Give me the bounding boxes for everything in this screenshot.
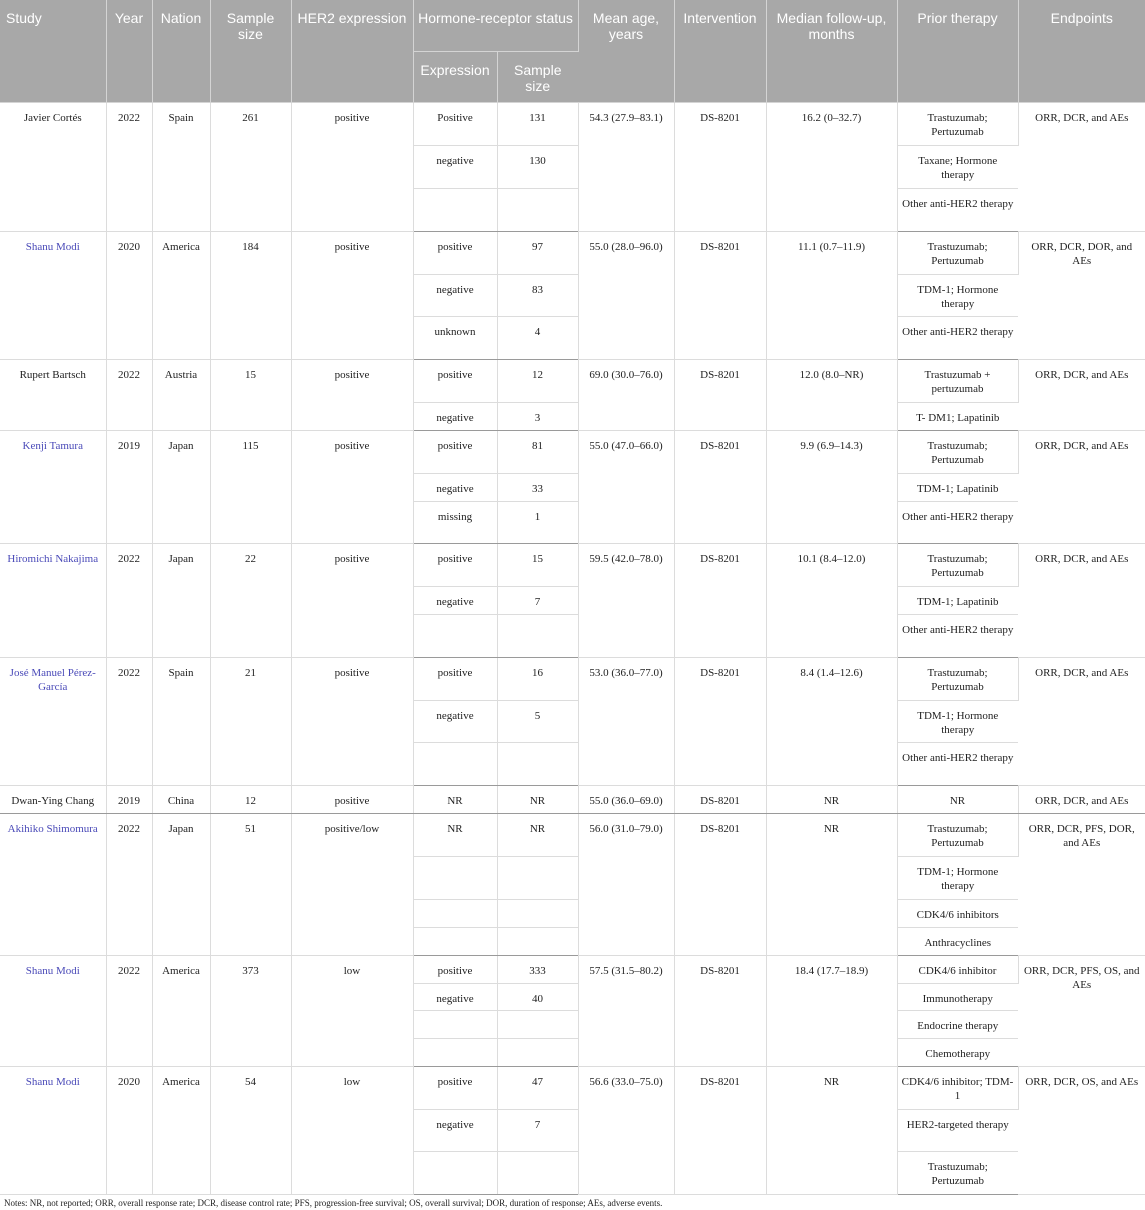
mean-age-cell: 55.0 (47.0–66.0)	[578, 430, 674, 543]
hr-expression-cell: negative	[413, 473, 497, 501]
mean-age-cell: 53.0 (36.0–77.0)	[578, 657, 674, 785]
table-row	[0, 785, 1145, 813]
study-name: Shanu Modi	[0, 1066, 106, 1194]
year-cell: 2020	[106, 231, 152, 359]
mean-age-cell: 54.3 (27.9–83.1)	[578, 102, 674, 231]
hr-expression-cell: negative	[413, 700, 497, 742]
hr-sample-size-cell: 1	[497, 501, 578, 543]
follow-up-cell: NR	[766, 813, 897, 955]
table-row	[0, 430, 1145, 473]
intervention-cell: DS-8201	[674, 430, 766, 543]
follow-up-cell: 16.2 (0–32.7)	[766, 102, 897, 231]
hr-expression-cell	[413, 856, 497, 899]
header-hormone-receptor-status: Hormone-receptor status	[413, 0, 578, 51]
study-name: Kenji Tamura	[0, 430, 106, 543]
sample-size-cell: 115	[210, 430, 291, 543]
endpoints-cell: ORR, DCR, and AEs	[1018, 102, 1145, 231]
endpoints-cell: ORR, DCR, and AEs	[1018, 657, 1145, 785]
her2-expression-cell: positive	[291, 430, 413, 543]
header-nation: Nation	[152, 0, 210, 102]
her2-expression-cell: positive	[291, 359, 413, 430]
intervention-cell: DS-8201	[674, 102, 766, 231]
prior-therapy-cell: Trastuzumab; Pertuzumab	[897, 1151, 1018, 1194]
nation-cell: Japan	[152, 430, 210, 543]
mean-age-cell: 55.0 (36.0–69.0)	[578, 785, 674, 813]
year-cell: 2022	[106, 657, 152, 785]
prior-therapy-cell: Trastuzumab; Pertuzumab	[897, 813, 1018, 856]
hr-sample-size-cell: 131	[497, 102, 578, 145]
header-hr-sample-size: Sample size	[497, 51, 578, 102]
year-cell: 2022	[106, 813, 152, 955]
year-cell: 2022	[106, 955, 152, 1066]
nation-cell: Japan	[152, 543, 210, 657]
hr-expression-cell: NR	[413, 785, 497, 813]
nation-cell: Japan	[152, 813, 210, 955]
prior-therapy-cell: Anthracyclines	[897, 927, 1018, 955]
header-her2-expression: HER2 expression	[291, 0, 413, 102]
her2-expression-cell: positive/low	[291, 813, 413, 955]
hr-sample-size-cell: 7	[497, 1109, 578, 1151]
hr-expression-cell	[413, 188, 497, 231]
table-row	[0, 813, 1145, 856]
prior-therapy-cell: NR	[897, 785, 1018, 813]
sample-size-cell: 261	[210, 102, 291, 231]
follow-up-cell: 11.1 (0.7–11.9)	[766, 231, 897, 359]
hr-expression-cell	[413, 899, 497, 927]
header-year: Year	[106, 0, 152, 102]
hr-expression-cell: Positive	[413, 102, 497, 145]
study-name: José Manuel Pérez-García	[0, 657, 106, 785]
nation-cell: Spain	[152, 657, 210, 785]
header-intervention: Intervention	[674, 0, 766, 102]
prior-therapy-cell: Trastuzumab; Pertuzumab	[897, 231, 1018, 274]
prior-therapy-cell: Trastuzumab; Pertuzumab	[897, 543, 1018, 586]
hr-sample-size-cell: 16	[497, 657, 578, 700]
header-expression: Expression	[413, 51, 497, 102]
her2-expression-cell: low	[291, 955, 413, 1066]
prior-therapy-cell: Other anti-HER2 therapy	[897, 614, 1018, 657]
sample-size-cell: 12	[210, 785, 291, 813]
nation-cell: China	[152, 785, 210, 813]
table-body	[0, 102, 1145, 1194]
prior-therapy-cell: CDK4/6 inhibitors	[897, 899, 1018, 927]
endpoints-cell: ORR, DCR, and AEs	[1018, 785, 1145, 813]
prior-therapy-cell: Other anti-HER2 therapy	[897, 316, 1018, 359]
hr-sample-size-cell: 7	[497, 586, 578, 614]
header-prior-therapy: Prior therapy	[897, 0, 1018, 102]
her2-expression-cell: positive	[291, 785, 413, 813]
hr-sample-size-cell	[497, 856, 578, 899]
prior-therapy-cell: Other anti-HER2 therapy	[897, 188, 1018, 231]
intervention-cell: DS-8201	[674, 231, 766, 359]
study-name: Hiromichi Nakajima	[0, 543, 106, 657]
prior-therapy-cell: Endocrine therapy	[897, 1010, 1018, 1038]
hr-sample-size-cell: 97	[497, 231, 578, 274]
intervention-cell: DS-8201	[674, 359, 766, 430]
hr-sample-size-cell	[497, 1038, 578, 1066]
hr-sample-size-cell: 33	[497, 473, 578, 501]
endpoints-cell: ORR, DCR, PFS, OS, and AEs	[1018, 955, 1145, 1066]
hr-expression-cell: unknown	[413, 316, 497, 359]
prior-therapy-cell: Trastuzumab + pertuzumab	[897, 359, 1018, 402]
nation-cell: Spain	[152, 102, 210, 231]
hr-expression-cell: negative	[413, 983, 497, 1010]
mean-age-cell: 56.6 (33.0–75.0)	[578, 1066, 674, 1194]
prior-therapy-cell: TDM-1; Lapatinib	[897, 473, 1018, 501]
prior-therapy-cell: Other anti-HER2 therapy	[897, 742, 1018, 785]
nation-cell: Austria	[152, 359, 210, 430]
mean-age-cell: 69.0 (30.0–76.0)	[578, 359, 674, 430]
endpoints-cell: ORR, DCR, and AEs	[1018, 543, 1145, 657]
prior-therapy-cell: TDM-1; Hormone therapy	[897, 856, 1018, 899]
mean-age-cell: 59.5 (42.0–78.0)	[578, 543, 674, 657]
sample-size-cell: 22	[210, 543, 291, 657]
study-name: Shanu Modi	[0, 955, 106, 1066]
year-cell: 2019	[106, 430, 152, 543]
table-footnote: Notes: NR, not reported; ORR, overall response rate; DCR, disease control rate; PFS, progression-free survival; OS, overall survival; DOR, duration of response; AEs, adverse events.	[4, 1198, 663, 1208]
follow-up-cell: 12.0 (8.0–NR)	[766, 359, 897, 430]
endpoints-cell: ORR, DCR, PFS, DOR, and AEs	[1018, 813, 1145, 955]
endpoints-cell: ORR, DCR, and AEs	[1018, 430, 1145, 543]
header-study: Study	[0, 0, 106, 102]
sample-size-cell: 21	[210, 657, 291, 785]
hr-sample-size-cell	[497, 899, 578, 927]
prior-therapy-cell: Immunotherapy	[897, 983, 1018, 1010]
hr-expression-cell	[413, 1151, 497, 1194]
hr-sample-size-cell: 12	[497, 359, 578, 402]
hr-expression-cell: missing	[413, 501, 497, 543]
her2-expression-cell: low	[291, 1066, 413, 1194]
year-cell: 2019	[106, 785, 152, 813]
follow-up-cell: NR	[766, 785, 897, 813]
year-cell: 2020	[106, 1066, 152, 1194]
prior-therapy-cell: Trastuzumab; Pertuzumab	[897, 430, 1018, 473]
hr-sample-size-cell: 15	[497, 543, 578, 586]
prior-therapy-cell: TDM-1; Lapatinib	[897, 586, 1018, 614]
hr-expression-cell: negative	[413, 274, 497, 316]
prior-therapy-cell: CDK4/6 inhibitor	[897, 955, 1018, 983]
hr-expression-cell	[413, 742, 497, 785]
mean-age-cell: 57.5 (31.5–80.2)	[578, 955, 674, 1066]
prior-therapy-cell: Other anti-HER2 therapy	[897, 501, 1018, 543]
hr-expression-cell: positive	[413, 359, 497, 402]
header-sample-size: Sample size	[210, 0, 291, 102]
study-name: Rupert Bartsch	[0, 359, 106, 430]
study-name: Shanu Modi	[0, 231, 106, 359]
hr-sample-size-cell: 47	[497, 1066, 578, 1109]
her2-expression-cell: positive	[291, 231, 413, 359]
table-row	[0, 231, 1145, 274]
prior-therapy-cell: TDM-1; Hormone therapy	[897, 274, 1018, 316]
header-endpoints: Endpoints	[1018, 0, 1145, 102]
hr-sample-size-cell: 3	[497, 402, 578, 430]
sample-size-cell: 373	[210, 955, 291, 1066]
intervention-cell: DS-8201	[674, 813, 766, 955]
hr-sample-size-cell: NR	[497, 785, 578, 813]
hr-sample-size-cell: 4	[497, 316, 578, 359]
follow-up-cell: 10.1 (8.4–12.0)	[766, 543, 897, 657]
hr-expression-cell	[413, 614, 497, 657]
table-row	[0, 543, 1145, 586]
sample-size-cell: 15	[210, 359, 291, 430]
table-row	[0, 102, 1145, 145]
hr-sample-size-cell: 81	[497, 430, 578, 473]
hr-sample-size-cell: 5	[497, 700, 578, 742]
table-row	[0, 955, 1145, 983]
prior-therapy-cell: Trastuzumab; Pertuzumab	[897, 102, 1018, 145]
hr-expression-cell: positive	[413, 657, 497, 700]
hr-expression-cell	[413, 927, 497, 955]
hr-expression-cell: positive	[413, 231, 497, 274]
follow-up-cell: 8.4 (1.4–12.6)	[766, 657, 897, 785]
table-row	[0, 359, 1145, 402]
table-header	[0, 0, 1145, 102]
intervention-cell: DS-8201	[674, 657, 766, 785]
hr-expression-cell: negative	[413, 1109, 497, 1151]
follow-up-cell: NR	[766, 1066, 897, 1194]
hr-sample-size-cell	[497, 1010, 578, 1038]
hr-sample-size-cell	[497, 188, 578, 231]
table-row	[0, 657, 1145, 700]
sample-size-cell: 54	[210, 1066, 291, 1194]
prior-therapy-cell: CDK4/6 inhibitor; TDM-1	[897, 1066, 1018, 1109]
hr-expression-cell: positive	[413, 955, 497, 983]
hr-sample-size-cell	[497, 927, 578, 955]
year-cell: 2022	[106, 102, 152, 231]
year-cell: 2022	[106, 359, 152, 430]
hr-expression-cell: NR	[413, 813, 497, 856]
endpoints-cell: ORR, DCR, OS, and AEs	[1018, 1066, 1145, 1194]
sample-size-cell: 51	[210, 813, 291, 955]
sample-size-cell: 184	[210, 231, 291, 359]
mean-age-cell: 55.0 (28.0–96.0)	[578, 231, 674, 359]
nation-cell: America	[152, 1066, 210, 1194]
hr-sample-size-cell: 83	[497, 274, 578, 316]
follow-up-cell: 18.4 (17.7–18.9)	[766, 955, 897, 1066]
hr-sample-size-cell: 130	[497, 145, 578, 188]
intervention-cell: DS-8201	[674, 785, 766, 813]
mean-age-cell: 56.0 (31.0–79.0)	[578, 813, 674, 955]
prior-therapy-cell: Trastuzumab; Pertuzumab	[897, 657, 1018, 700]
her2-expression-cell: positive	[291, 102, 413, 231]
hr-expression-cell: positive	[413, 430, 497, 473]
prior-therapy-cell: Taxane; Hormone therapy	[897, 145, 1018, 188]
endpoints-cell: ORR, DCR, and AEs	[1018, 359, 1145, 430]
study-name: Akihiko Shimomura	[0, 813, 106, 955]
header-median-follow-up: Median follow-up, months	[766, 0, 897, 102]
prior-therapy-cell: T- DM1; Lapatinib	[897, 402, 1018, 430]
hr-expression-cell	[413, 1038, 497, 1066]
hr-sample-size-cell	[497, 742, 578, 785]
prior-therapy-cell: Chemotherapy	[897, 1038, 1018, 1066]
intervention-cell: DS-8201	[674, 1066, 766, 1194]
study-name: Javier Cortés	[0, 102, 106, 231]
hr-expression-cell: negative	[413, 402, 497, 430]
hr-expression-cell	[413, 1010, 497, 1038]
intervention-cell: DS-8201	[674, 543, 766, 657]
table-row	[0, 1066, 1145, 1109]
her2-expression-cell: positive	[291, 543, 413, 657]
prior-therapy-cell: TDM-1; Hormone therapy	[897, 700, 1018, 742]
her2-expression-cell: positive	[291, 657, 413, 785]
nation-cell: America	[152, 231, 210, 359]
follow-up-cell: 9.9 (6.9–14.3)	[766, 430, 897, 543]
hr-expression-cell: positive	[413, 1066, 497, 1109]
year-cell: 2022	[106, 543, 152, 657]
endpoints-cell: ORR, DCR, DOR, and AEs	[1018, 231, 1145, 359]
hr-sample-size-cell: 40	[497, 983, 578, 1010]
hr-sample-size-cell	[497, 614, 578, 657]
hr-sample-size-cell: NR	[497, 813, 578, 856]
study-name: Dwan-Ying Chang	[0, 785, 106, 813]
hr-expression-cell: negative	[413, 145, 497, 188]
hr-sample-size-cell	[497, 1151, 578, 1194]
hr-expression-cell: positive	[413, 543, 497, 586]
nation-cell: America	[152, 955, 210, 1066]
header-mean-age: Mean age, years	[578, 0, 674, 102]
prior-therapy-cell: HER2-targeted therapy	[897, 1109, 1018, 1151]
hr-expression-cell: negative	[413, 586, 497, 614]
intervention-cell: DS-8201	[674, 955, 766, 1066]
hr-sample-size-cell: 333	[497, 955, 578, 983]
